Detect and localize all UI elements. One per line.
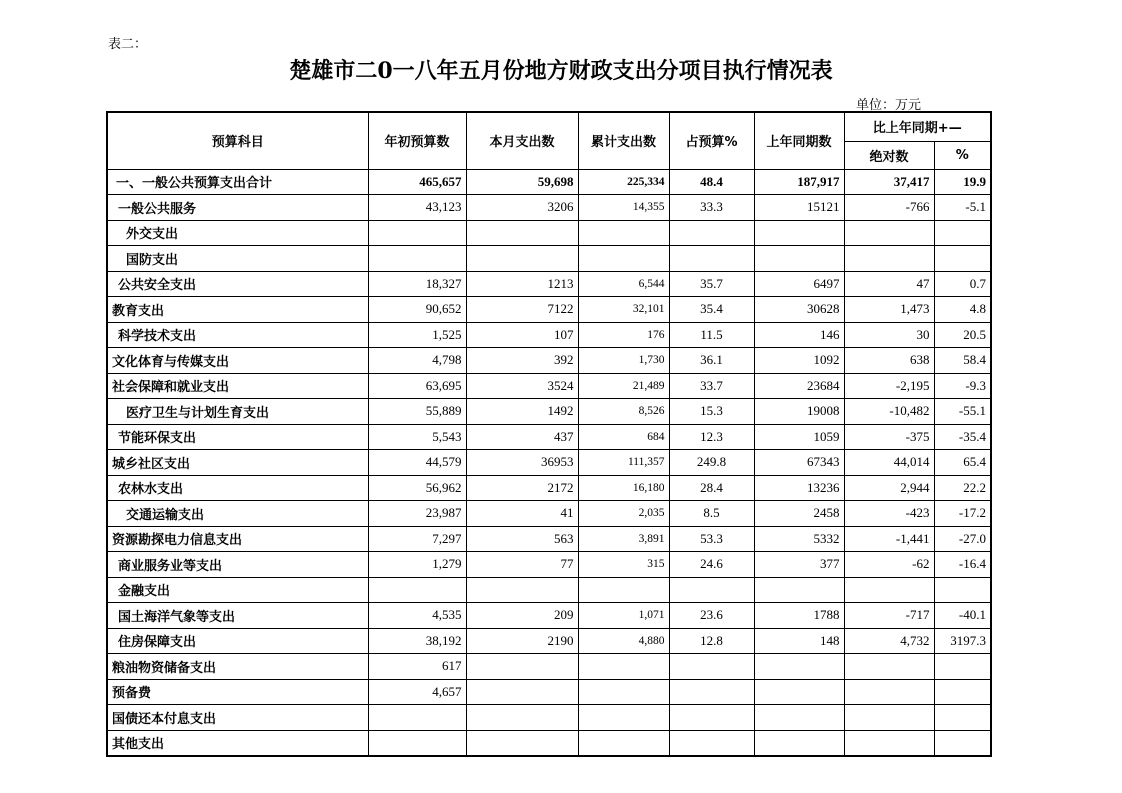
cell-percent: -16.4 bbox=[934, 552, 991, 578]
cell-subject: 城乡社区支出 bbox=[107, 450, 368, 476]
cell-percent: 65.4 bbox=[934, 450, 991, 476]
cell-month-spend bbox=[466, 654, 578, 680]
table-label: 表二： bbox=[108, 37, 148, 52]
cell-pct-budget: 24.6 bbox=[669, 552, 754, 578]
cell-subject: 节能环保支出 bbox=[107, 424, 368, 450]
cell-last-year bbox=[754, 220, 844, 246]
cell-absolute: -717 bbox=[844, 603, 934, 629]
cell-last-year: 148 bbox=[754, 628, 844, 654]
cell-cumulative: 6,544 bbox=[578, 271, 669, 297]
cell-cumulative: 3,891 bbox=[578, 526, 669, 552]
cell-last-year bbox=[754, 577, 844, 603]
cell-subject: 其他支出 bbox=[107, 730, 368, 756]
cell-cumulative bbox=[578, 679, 669, 705]
cell-last-year: 146 bbox=[754, 322, 844, 348]
table-row bbox=[107, 628, 991, 654]
cell-subject: 国土海洋气象等支出 bbox=[107, 603, 368, 629]
cell-pct-budget: 11.5 bbox=[669, 322, 754, 348]
cell-initial-budget: 18,327 bbox=[368, 271, 466, 297]
table-row bbox=[107, 373, 991, 399]
table-row bbox=[107, 424, 991, 450]
col-header-absolute: 绝对数 bbox=[844, 141, 934, 169]
cell-initial-budget bbox=[368, 220, 466, 246]
col-header-pct-budget: 占预算% bbox=[669, 112, 754, 169]
col-header-subject: 预算科目 bbox=[107, 112, 368, 169]
cell-absolute bbox=[844, 654, 934, 680]
table-row bbox=[107, 246, 991, 272]
cell-absolute: 2,944 bbox=[844, 475, 934, 501]
cell-initial-budget: 465,657 bbox=[368, 169, 466, 195]
cell-month-spend: 59,698 bbox=[466, 169, 578, 195]
cell-pct-budget: 53.3 bbox=[669, 526, 754, 552]
cell-cumulative bbox=[578, 730, 669, 756]
cell-pct-budget bbox=[669, 577, 754, 603]
cell-last-year: 1092 bbox=[754, 348, 844, 374]
cell-initial-budget: 4,535 bbox=[368, 603, 466, 629]
cell-initial-budget: 1,279 bbox=[368, 552, 466, 578]
cell-percent: 20.5 bbox=[934, 322, 991, 348]
cell-pct-budget bbox=[669, 220, 754, 246]
cell-absolute bbox=[844, 679, 934, 705]
cell-absolute: -62 bbox=[844, 552, 934, 578]
cell-subject: 一般公共服务 bbox=[107, 195, 368, 221]
cell-absolute: 4,732 bbox=[844, 628, 934, 654]
table-row bbox=[107, 501, 991, 527]
cell-subject: 文化体育与传媒支出 bbox=[107, 348, 368, 374]
cell-initial-budget bbox=[368, 705, 466, 731]
cell-initial-budget: 43,123 bbox=[368, 195, 466, 221]
cell-absolute: -2,195 bbox=[844, 373, 934, 399]
cell-last-year bbox=[754, 246, 844, 272]
cell-pct-budget: 33.7 bbox=[669, 373, 754, 399]
cell-month-spend bbox=[466, 730, 578, 756]
cell-month-spend: 392 bbox=[466, 348, 578, 374]
cell-pct-budget bbox=[669, 679, 754, 705]
cell-percent: -55.1 bbox=[934, 399, 991, 425]
cell-absolute bbox=[844, 705, 934, 731]
table-row bbox=[107, 654, 991, 680]
cell-pct-budget: 12.3 bbox=[669, 424, 754, 450]
cell-month-spend bbox=[466, 705, 578, 731]
cell-percent bbox=[934, 730, 991, 756]
cell-pct-budget bbox=[669, 246, 754, 272]
cell-absolute: -766 bbox=[844, 195, 934, 221]
table-row bbox=[107, 348, 991, 374]
cell-absolute bbox=[844, 246, 934, 272]
table-row bbox=[107, 705, 991, 731]
cell-month-spend: 2172 bbox=[466, 475, 578, 501]
cell-month-spend: 107 bbox=[466, 322, 578, 348]
cell-month-spend: 41 bbox=[466, 501, 578, 527]
cell-cumulative: 111,357 bbox=[578, 450, 669, 476]
cell-subject: 公共安全支出 bbox=[107, 271, 368, 297]
cell-cumulative: 684 bbox=[578, 424, 669, 450]
table-row bbox=[107, 399, 991, 425]
cell-cumulative: 225,334 bbox=[578, 169, 669, 195]
cell-pct-budget: 48.4 bbox=[669, 169, 754, 195]
cell-cumulative: 4,880 bbox=[578, 628, 669, 654]
cell-initial-budget: 23,987 bbox=[368, 501, 466, 527]
cell-initial-budget: 56,962 bbox=[368, 475, 466, 501]
cell-pct-budget: 249.8 bbox=[669, 450, 754, 476]
cell-subject: 预备费 bbox=[107, 679, 368, 705]
table-row bbox=[107, 195, 991, 221]
col-header-month-spend: 本月支出数 bbox=[466, 112, 578, 169]
cell-initial-budget: 38,192 bbox=[368, 628, 466, 654]
cell-month-spend: 1492 bbox=[466, 399, 578, 425]
cell-last-year bbox=[754, 730, 844, 756]
cell-last-year: 6497 bbox=[754, 271, 844, 297]
col-header-initial-budget: 年初预算数 bbox=[368, 112, 466, 169]
cell-subject: 教育支出 bbox=[107, 297, 368, 323]
col-header-last-year: 上年同期数 bbox=[754, 112, 844, 169]
cell-subject: 医疗卫生与计划生育支出 bbox=[107, 399, 368, 425]
cell-percent: -17.2 bbox=[934, 501, 991, 527]
cell-absolute: 638 bbox=[844, 348, 934, 374]
cell-percent bbox=[934, 577, 991, 603]
cell-percent: -35.4 bbox=[934, 424, 991, 450]
cell-percent: 4.8 bbox=[934, 297, 991, 323]
cell-absolute: 47 bbox=[844, 271, 934, 297]
cell-initial-budget: 5,543 bbox=[368, 424, 466, 450]
cell-month-spend bbox=[466, 577, 578, 603]
table-row bbox=[107, 730, 991, 756]
cell-absolute: 37,417 bbox=[844, 169, 934, 195]
cell-month-spend bbox=[466, 679, 578, 705]
cell-initial-budget: 7,297 bbox=[368, 526, 466, 552]
cell-initial-budget: 4,798 bbox=[368, 348, 466, 374]
cell-cumulative: 21,489 bbox=[578, 373, 669, 399]
cell-pct-budget: 33.3 bbox=[669, 195, 754, 221]
cell-absolute: -423 bbox=[844, 501, 934, 527]
table-row bbox=[107, 577, 991, 603]
cell-initial-budget: 44,579 bbox=[368, 450, 466, 476]
cell-last-year bbox=[754, 654, 844, 680]
cell-initial-budget: 90,652 bbox=[368, 297, 466, 323]
cell-initial-budget bbox=[368, 730, 466, 756]
cell-pct-budget: 8.5 bbox=[669, 501, 754, 527]
table-row bbox=[107, 450, 991, 476]
cell-last-year: 23684 bbox=[754, 373, 844, 399]
cell-last-year: 5332 bbox=[754, 526, 844, 552]
cell-subject: 外交支出 bbox=[107, 220, 368, 246]
cell-month-spend: 209 bbox=[466, 603, 578, 629]
cell-pct-budget bbox=[669, 654, 754, 680]
cell-subject: 交通运输支出 bbox=[107, 501, 368, 527]
cell-last-year bbox=[754, 705, 844, 731]
cell-absolute: 44,014 bbox=[844, 450, 934, 476]
cell-subject: 金融支出 bbox=[107, 577, 368, 603]
cell-percent bbox=[934, 220, 991, 246]
cell-percent: 58.4 bbox=[934, 348, 991, 374]
cell-initial-budget: 617 bbox=[368, 654, 466, 680]
cell-absolute bbox=[844, 730, 934, 756]
col-header-cumulative: 累计支出数 bbox=[578, 112, 669, 169]
cell-initial-budget: 4,657 bbox=[368, 679, 466, 705]
cell-absolute bbox=[844, 220, 934, 246]
cell-percent: -40.1 bbox=[934, 603, 991, 629]
cell-pct-budget: 12.8 bbox=[669, 628, 754, 654]
cell-percent bbox=[934, 654, 991, 680]
table-row bbox=[107, 297, 991, 323]
cell-absolute bbox=[844, 577, 934, 603]
cell-absolute: 30 bbox=[844, 322, 934, 348]
table-row bbox=[107, 475, 991, 501]
cell-percent bbox=[934, 246, 991, 272]
cell-percent: 22.2 bbox=[934, 475, 991, 501]
cell-month-spend: 437 bbox=[466, 424, 578, 450]
cell-cumulative: 16,180 bbox=[578, 475, 669, 501]
cell-last-year: 67343 bbox=[754, 450, 844, 476]
cell-cumulative: 8,526 bbox=[578, 399, 669, 425]
cell-month-spend: 3524 bbox=[466, 373, 578, 399]
col-header-yoy-group: 比上年同期+— bbox=[844, 112, 991, 141]
cell-last-year: 19008 bbox=[754, 399, 844, 425]
cell-percent bbox=[934, 679, 991, 705]
table-row bbox=[107, 526, 991, 552]
cell-pct-budget bbox=[669, 705, 754, 731]
cell-percent: -5.1 bbox=[934, 195, 991, 221]
expenditure-table bbox=[106, 111, 992, 757]
cell-month-spend bbox=[466, 246, 578, 272]
unit-label: 单位：万元 bbox=[856, 98, 922, 113]
cell-cumulative: 315 bbox=[578, 552, 669, 578]
cell-last-year: 1788 bbox=[754, 603, 844, 629]
cell-pct-budget: 35.4 bbox=[669, 297, 754, 323]
cell-month-spend: 1213 bbox=[466, 271, 578, 297]
cell-subject: 粮油物资储备支出 bbox=[107, 654, 368, 680]
page-title: 楚雄市二0一八年五月份地方财政支出分项目执行情况表 bbox=[289, 58, 833, 84]
cell-subject: 资源勘探电力信息支出 bbox=[107, 526, 368, 552]
table-row bbox=[107, 169, 991, 195]
cell-subject: 农林水支出 bbox=[107, 475, 368, 501]
cell-last-year: 187,917 bbox=[754, 169, 844, 195]
cell-cumulative: 176 bbox=[578, 322, 669, 348]
cell-pct-budget bbox=[669, 730, 754, 756]
cell-subject: 科学技术支出 bbox=[107, 322, 368, 348]
cell-percent: -9.3 bbox=[934, 373, 991, 399]
cell-initial-budget bbox=[368, 577, 466, 603]
table-row bbox=[107, 552, 991, 578]
cell-pct-budget: 23.6 bbox=[669, 603, 754, 629]
cell-subject: 住房保障支出 bbox=[107, 628, 368, 654]
cell-cumulative bbox=[578, 577, 669, 603]
cell-pct-budget: 36.1 bbox=[669, 348, 754, 374]
cell-initial-budget: 55,889 bbox=[368, 399, 466, 425]
cell-month-spend: 7122 bbox=[466, 297, 578, 323]
cell-last-year bbox=[754, 679, 844, 705]
cell-last-year: 13236 bbox=[754, 475, 844, 501]
cell-absolute: 1,473 bbox=[844, 297, 934, 323]
cell-pct-budget: 35.7 bbox=[669, 271, 754, 297]
cell-subject: 一、一般公共预算支出合计 bbox=[107, 169, 368, 195]
cell-cumulative: 2,035 bbox=[578, 501, 669, 527]
cell-pct-budget: 15.3 bbox=[669, 399, 754, 425]
cell-percent: -27.0 bbox=[934, 526, 991, 552]
cell-subject: 社会保障和就业支出 bbox=[107, 373, 368, 399]
cell-percent: 0.7 bbox=[934, 271, 991, 297]
cell-month-spend: 2190 bbox=[466, 628, 578, 654]
table-row bbox=[107, 322, 991, 348]
table-row bbox=[107, 679, 991, 705]
cell-absolute: -1,441 bbox=[844, 526, 934, 552]
cell-last-year: 15121 bbox=[754, 195, 844, 221]
cell-subject: 国防支出 bbox=[107, 246, 368, 272]
cell-month-spend: 563 bbox=[466, 526, 578, 552]
cell-percent bbox=[934, 705, 991, 731]
cell-month-spend: 36953 bbox=[466, 450, 578, 476]
cell-initial-budget: 1,525 bbox=[368, 322, 466, 348]
table-row bbox=[107, 603, 991, 629]
cell-last-year: 30628 bbox=[754, 297, 844, 323]
cell-cumulative bbox=[578, 654, 669, 680]
cell-cumulative bbox=[578, 705, 669, 731]
cell-percent: 19.9 bbox=[934, 169, 991, 195]
cell-cumulative: 1,071 bbox=[578, 603, 669, 629]
cell-cumulative: 1,730 bbox=[578, 348, 669, 374]
cell-absolute: -375 bbox=[844, 424, 934, 450]
cell-cumulative: 32,101 bbox=[578, 297, 669, 323]
cell-last-year: 1059 bbox=[754, 424, 844, 450]
cell-subject: 国债还本付息支出 bbox=[107, 705, 368, 731]
cell-month-spend: 77 bbox=[466, 552, 578, 578]
col-header-percent: % bbox=[934, 141, 991, 169]
cell-cumulative bbox=[578, 220, 669, 246]
cell-percent: 3197.3 bbox=[934, 628, 991, 654]
cell-last-year: 2458 bbox=[754, 501, 844, 527]
cell-cumulative bbox=[578, 246, 669, 272]
cell-initial-budget: 63,695 bbox=[368, 373, 466, 399]
cell-cumulative: 14,355 bbox=[578, 195, 669, 221]
table-row bbox=[107, 220, 991, 246]
cell-subject: 商业服务业等支出 bbox=[107, 552, 368, 578]
table-row bbox=[107, 271, 991, 297]
cell-month-spend: 3206 bbox=[466, 195, 578, 221]
cell-initial-budget bbox=[368, 246, 466, 272]
cell-last-year: 377 bbox=[754, 552, 844, 578]
header-row bbox=[107, 112, 991, 141]
cell-absolute: -10,482 bbox=[844, 399, 934, 425]
cell-month-spend bbox=[466, 220, 578, 246]
cell-pct-budget: 28.4 bbox=[669, 475, 754, 501]
